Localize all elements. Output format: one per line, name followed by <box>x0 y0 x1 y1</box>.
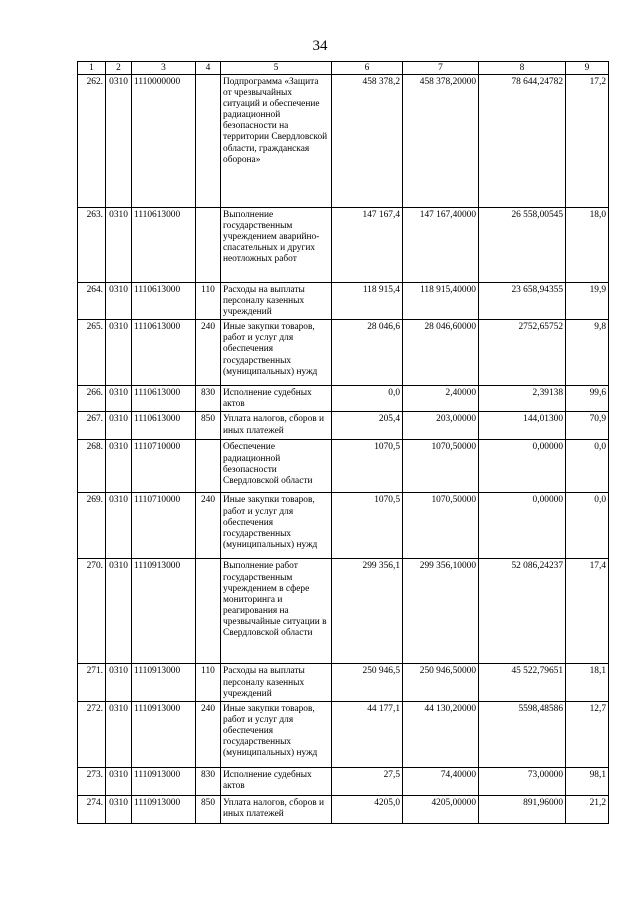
execution-percent: 17,4 <box>566 559 609 664</box>
section-code: 0310 <box>106 320 132 386</box>
planned-amount: 4205,0 <box>332 795 403 823</box>
item-name: Подпрограмма «Защита от чрезвычайных ситуаций и обеспечение радиационной безопасности на территории Свердловской области, гражданская оборона» <box>221 75 332 208</box>
expense-type-code: 850 <box>196 795 221 823</box>
executed-amount: 26 558,00545 <box>479 208 566 283</box>
refined-amount: 1070,50000 <box>403 440 479 493</box>
target-article-code: 1110913000 <box>132 559 196 664</box>
target-article-code: 1110613000 <box>132 386 196 412</box>
target-article-code: 1110710000 <box>132 493 196 559</box>
header-row <box>78 62 609 75</box>
table-row <box>78 440 609 493</box>
planned-amount: 118 915,4 <box>332 283 403 320</box>
table-row <box>78 412 609 440</box>
section-code: 0310 <box>106 75 132 208</box>
table-row <box>78 493 609 559</box>
planned-amount: 1070,5 <box>332 440 403 493</box>
target-article-code: 1110613000 <box>132 208 196 283</box>
section-code: 0310 <box>106 412 132 440</box>
execution-percent: 21,2 <box>566 795 609 823</box>
row-number: 271. <box>78 664 106 701</box>
row-number: 265. <box>78 320 106 386</box>
refined-amount: 44 130,20000 <box>403 701 479 767</box>
expense-type-code: 850 <box>196 412 221 440</box>
row-number: 264. <box>78 283 106 320</box>
row-number: 274. <box>78 795 106 823</box>
execution-percent: 12,7 <box>566 701 609 767</box>
refined-amount: 147 167,40000 <box>403 208 479 283</box>
target-article-code: 1110613000 <box>132 320 196 386</box>
section-code: 0310 <box>106 559 132 664</box>
column-header-8: 8 <box>479 62 566 75</box>
section-code: 0310 <box>106 283 132 320</box>
page-number: 34 <box>312 38 328 54</box>
refined-amount: 299 356,10000 <box>403 559 479 664</box>
section-code: 0310 <box>106 767 132 795</box>
expense-type-code <box>196 559 221 664</box>
target-article-code: 1110913000 <box>132 795 196 823</box>
expense-type-code: 240 <box>196 701 221 767</box>
expense-type-code: 830 <box>196 767 221 795</box>
executed-amount: 73,00000 <box>479 767 566 795</box>
planned-amount: 250 946,5 <box>332 664 403 701</box>
execution-percent: 70,9 <box>566 412 609 440</box>
target-article-code: 1110613000 <box>132 283 196 320</box>
section-code: 0310 <box>106 701 132 767</box>
table-row <box>78 664 609 701</box>
table-row <box>78 283 609 320</box>
refined-amount: 74,40000 <box>403 767 479 795</box>
planned-amount: 147 167,4 <box>332 208 403 283</box>
section-code: 0310 <box>106 795 132 823</box>
item-name: Иные закупки товаров, работ и услуг для обеспечения государственных (муниципальных) нужд <box>221 493 332 559</box>
executed-amount: 5598,48586 <box>479 701 566 767</box>
item-name: Исполнение судебных актов <box>221 386 332 412</box>
target-article-code: 1110913000 <box>132 701 196 767</box>
item-name: Выполнение работ государственным учреждением в сфере мониторинга и реагирования на чрезвычайные ситуации в Свердловской области <box>221 559 332 664</box>
expense-type-code: 830 <box>196 386 221 412</box>
table-row <box>78 701 609 767</box>
expense-type-code: 110 <box>196 283 221 320</box>
budget-table <box>77 61 609 824</box>
executed-amount: 78 644,24782 <box>479 75 566 208</box>
row-number: 267. <box>78 412 106 440</box>
item-name: Иные закупки товаров, работ и услуг для обеспечения государственных (муниципальных) нужд <box>221 701 332 767</box>
planned-amount: 205,4 <box>332 412 403 440</box>
executed-amount: 52 086,24237 <box>479 559 566 664</box>
planned-amount: 299 356,1 <box>332 559 403 664</box>
table-row <box>78 767 609 795</box>
expense-type-code <box>196 440 221 493</box>
item-name: Расходы на выплаты персоналу казенных учреждений <box>221 283 332 320</box>
refined-amount: 4205,00000 <box>403 795 479 823</box>
item-name: Иные закупки товаров, работ и услуг для обеспечения государственных (муниципальных) нужд <box>221 320 332 386</box>
expense-type-code <box>196 208 221 283</box>
refined-amount: 118 915,40000 <box>403 283 479 320</box>
item-name: Уплата налогов, сборов и иных платежей <box>221 795 332 823</box>
item-name: Обеспечение радиационной безопасности Свердловской области <box>221 440 332 493</box>
column-header-5: 5 <box>221 62 332 75</box>
column-header-7: 7 <box>403 62 479 75</box>
section-code: 0310 <box>106 664 132 701</box>
target-article-code: 1110913000 <box>132 767 196 795</box>
refined-amount: 1070,50000 <box>403 493 479 559</box>
column-header-3: 3 <box>132 62 196 75</box>
executed-amount: 0,00000 <box>479 440 566 493</box>
refined-amount: 2,40000 <box>403 386 479 412</box>
table-row <box>78 75 609 208</box>
table-body <box>78 75 609 824</box>
expense-type-code <box>196 75 221 208</box>
execution-percent: 99,6 <box>566 386 609 412</box>
table-row <box>78 208 609 283</box>
refined-amount: 28 046,60000 <box>403 320 479 386</box>
executed-amount: 144,01300 <box>479 412 566 440</box>
execution-percent: 17,2 <box>566 75 609 208</box>
item-name: Исполнение судебных актов <box>221 767 332 795</box>
target-article-code: 1110710000 <box>132 440 196 493</box>
row-number: 270. <box>78 559 106 664</box>
execution-percent: 19,9 <box>566 283 609 320</box>
executed-amount: 23 658,94355 <box>479 283 566 320</box>
executed-amount: 45 522,79651 <box>479 664 566 701</box>
column-header-1: 1 <box>78 62 106 75</box>
target-article-code: 1110913000 <box>132 664 196 701</box>
expense-type-code: 110 <box>196 664 221 701</box>
planned-amount: 0,0 <box>332 386 403 412</box>
execution-percent: 0,0 <box>566 440 609 493</box>
item-name: Расходы на выплаты персоналу казенных учреждений <box>221 664 332 701</box>
column-header-6: 6 <box>332 62 403 75</box>
executed-amount: 2,39138 <box>479 386 566 412</box>
table-row <box>78 795 609 823</box>
executed-amount: 2752,65752 <box>479 320 566 386</box>
executed-amount: 0,00000 <box>479 493 566 559</box>
execution-percent: 9,8 <box>566 320 609 386</box>
column-header-4: 4 <box>196 62 221 75</box>
table-row <box>78 320 609 386</box>
planned-amount: 458 378,2 <box>332 75 403 208</box>
planned-amount: 44 177,1 <box>332 701 403 767</box>
table-row <box>78 559 609 664</box>
target-article-code: 1110613000 <box>132 412 196 440</box>
refined-amount: 458 378,20000 <box>403 75 479 208</box>
expense-type-code: 240 <box>196 493 221 559</box>
row-number: 268. <box>78 440 106 493</box>
row-number: 266. <box>78 386 106 412</box>
row-number: 272. <box>78 701 106 767</box>
row-number: 269. <box>78 493 106 559</box>
planned-amount: 28 046,6 <box>332 320 403 386</box>
section-code: 0310 <box>106 386 132 412</box>
execution-percent: 18,0 <box>566 208 609 283</box>
refined-amount: 203,00000 <box>403 412 479 440</box>
executed-amount: 891,96000 <box>479 795 566 823</box>
planned-amount: 27,5 <box>332 767 403 795</box>
execution-percent: 0,0 <box>566 493 609 559</box>
row-number: 263. <box>78 208 106 283</box>
section-code: 0310 <box>106 493 132 559</box>
item-name: Выполнение государственным учреждением аварийно-спасательных и других неотложных работ <box>221 208 332 283</box>
column-header-2: 2 <box>106 62 132 75</box>
refined-amount: 250 946,50000 <box>403 664 479 701</box>
expense-type-code: 240 <box>196 320 221 386</box>
column-header-9: 9 <box>566 62 609 75</box>
row-number: 273. <box>78 767 106 795</box>
planned-amount: 1070,5 <box>332 493 403 559</box>
section-code: 0310 <box>106 208 132 283</box>
execution-percent: 98,1 <box>566 767 609 795</box>
table-row <box>78 386 609 412</box>
section-code: 0310 <box>106 440 132 493</box>
item-name: Уплата налогов, сборов и иных платежей <box>221 412 332 440</box>
target-article-code: 1110000000 <box>132 75 196 208</box>
row-number: 262. <box>78 75 106 208</box>
execution-percent: 18,1 <box>566 664 609 701</box>
